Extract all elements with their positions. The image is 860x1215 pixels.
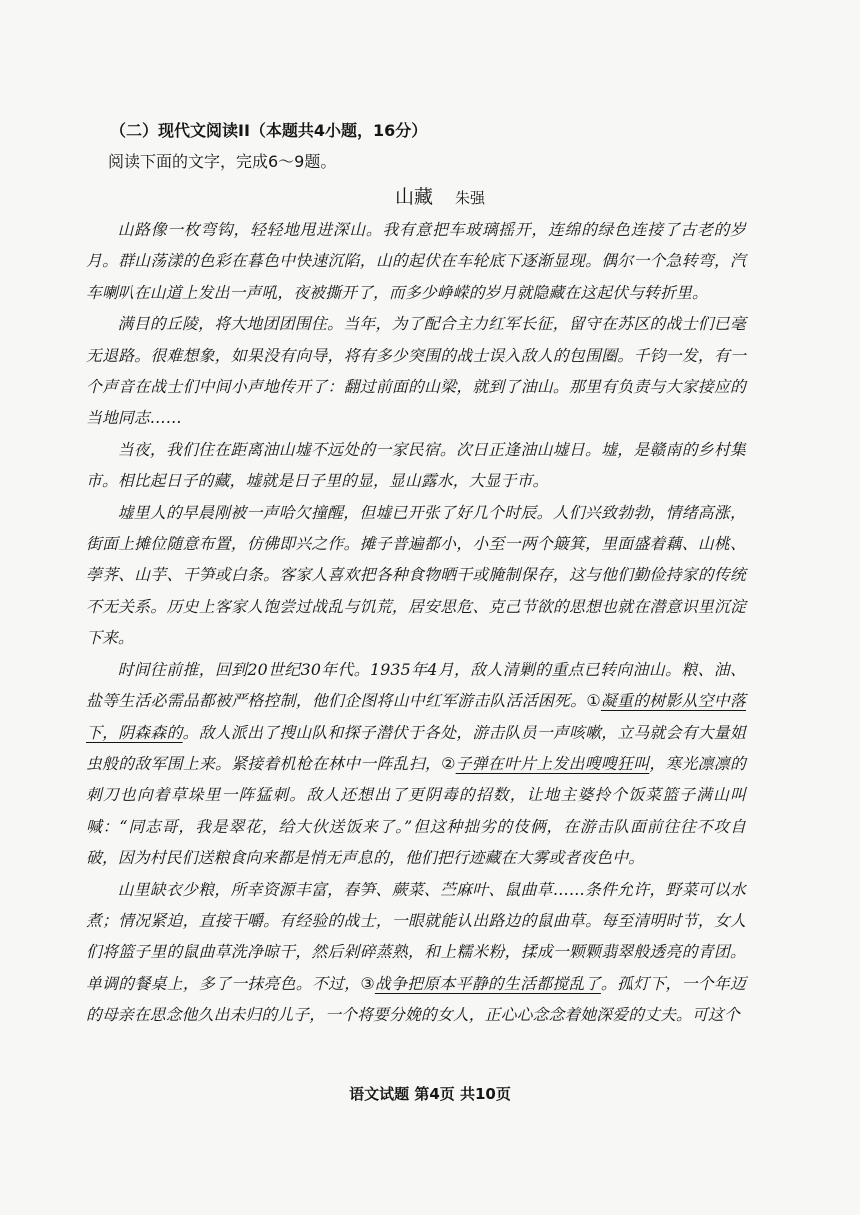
underlined-sentence-2: 子弹在叶片上发出嗖嗖狂叫 (455, 753, 650, 773)
section-title: （二）现代文阅读II（本题共4小题，16分） (110, 121, 428, 140)
marker-1: ① (586, 691, 601, 711)
paragraph-6-text-b: 。孤灯下，一个年迈的母亲在思念他久出未归的儿子，一个将要分娩的女人，正心心念念着她深爱的丈夫。可这个 (86, 973, 746, 1025)
paragraph-2: 满目的丘陵，将大地团团围住。当年，为了配合主力红军长征，留守在苏区的战士们已毫无退路。很难想象，如果没有向导，将有多少突围的战士误入敌人的包围圈。千钧一发，有一个声音在战士们中间小声地传开了：翻过前面的山梁，就到了油山。那里有负责与大家接应的当地同志…… (86, 314, 746, 428)
article-title-row (0, 182, 860, 209)
article-author: 朱强 (455, 189, 486, 207)
paragraph-5-text-a: 时间往前推，回到20世纪30年代。1935年4月，敌人清剿的重点已转向油山。粮、油、盐等生活必需品都被严格控制，他们企图将山中红军游击队活活困死。 (86, 659, 746, 711)
marker-2: ② (441, 753, 456, 773)
paragraph-5 (86, 654, 746, 874)
marker-3: ③ (360, 973, 375, 993)
paragraph-5-text-c: ，寒光凛凛的刺刀也向着草垛里一阵猛刺。敌人还想出了更阴毒的招数，让地主婆拎个饭菜篮子满山叫喊：“同志哥，我是翠花，给大伙送饭来了。”但这种拙劣的伎俩，在游击队面前往往不攻自破，因为村民们送粮食向来都是悄无声息的，他们把行迹藏在大雾或者夜色中。 (86, 753, 746, 868)
article-title: 山藏 (394, 186, 433, 208)
paragraph-6-text-a: 山里缺衣少粮，所幸资源丰富，春笋、蕨菜、苎麻叶、鼠曲草……条件允许，野菜可以水煮；情况紧迫，直接干嚼。有经验的战士，一眼就能认出路边的鼠曲草。每至清明时节，女人们将篮子里的鼠曲草洗净晾干，然后剁碎蒸熟，和上糯米粉，揉成一颗颗翡翠般透亮的青团。单调的餐桌上，多了一抹亮色。不过， (86, 879, 746, 993)
reading-instruction: 阅读下面的文字，完成6～9题。 (108, 152, 337, 171)
page-footer: 语文试题 第4页 共10页 (349, 1085, 511, 1103)
paragraph-1: 山路像一枚弯钩，轻轻地甩进深山。我有意把车玻璃摇开，连绵的绿色连接了古老的岁月。群山荡漾的色彩在暮色中快速沉陷，山的起伏在车轮底下逐渐显现。偶尔一个急转弯，汽车喇叭在山道上发出一声吼，夜被撕开了，而多少峥嵘的岁月就隐藏在这起伏与转折里。 (86, 220, 746, 302)
paragraph-4: 墟里人的早晨刚被一声哈欠撞醒，但墟已开张了好几个时辰。人们兴致勃勃，情绪高涨，街面上摊位随意布置，仿佛即兴之作。摊子普遍都小，小至一两个簸箕，里面盛着藕、山桃、荸荠、山芋、干笋或白条。客家人喜欢把各种食物晒干或腌制保存，这与他们勤俭持家的传统不无关系。历史上客家人饱尝过战乱与饥荒，居安思危、克己节欲的思想也就在潜意识里沉淀下来。 (86, 502, 746, 648)
paragraph-3: 当夜，我们住在距离油山墟不远处的一家民宿。次日正逢油山墟日。墟，是赣南的乡村集市。相比起日子的藏，墟就是日子里的显，显山露水，大显于市。 (86, 439, 746, 491)
paragraph-5-text-b: 。敌人派出了搜山队和探子潜伏于各处，游击队员一声咳嗽，立马就会有大量姐虫般的敌军围上来。紧接着机枪在林中一阵乱扫， (86, 722, 746, 773)
underlined-sentence-1: 凝重的树影从空中落下，阴森森的 (86, 691, 747, 742)
paragraph-6 (86, 874, 746, 1031)
article-body (86, 214, 746, 1031)
underlined-sentence-3: 战争把原本平静的生活都搅乱了 (374, 973, 601, 993)
